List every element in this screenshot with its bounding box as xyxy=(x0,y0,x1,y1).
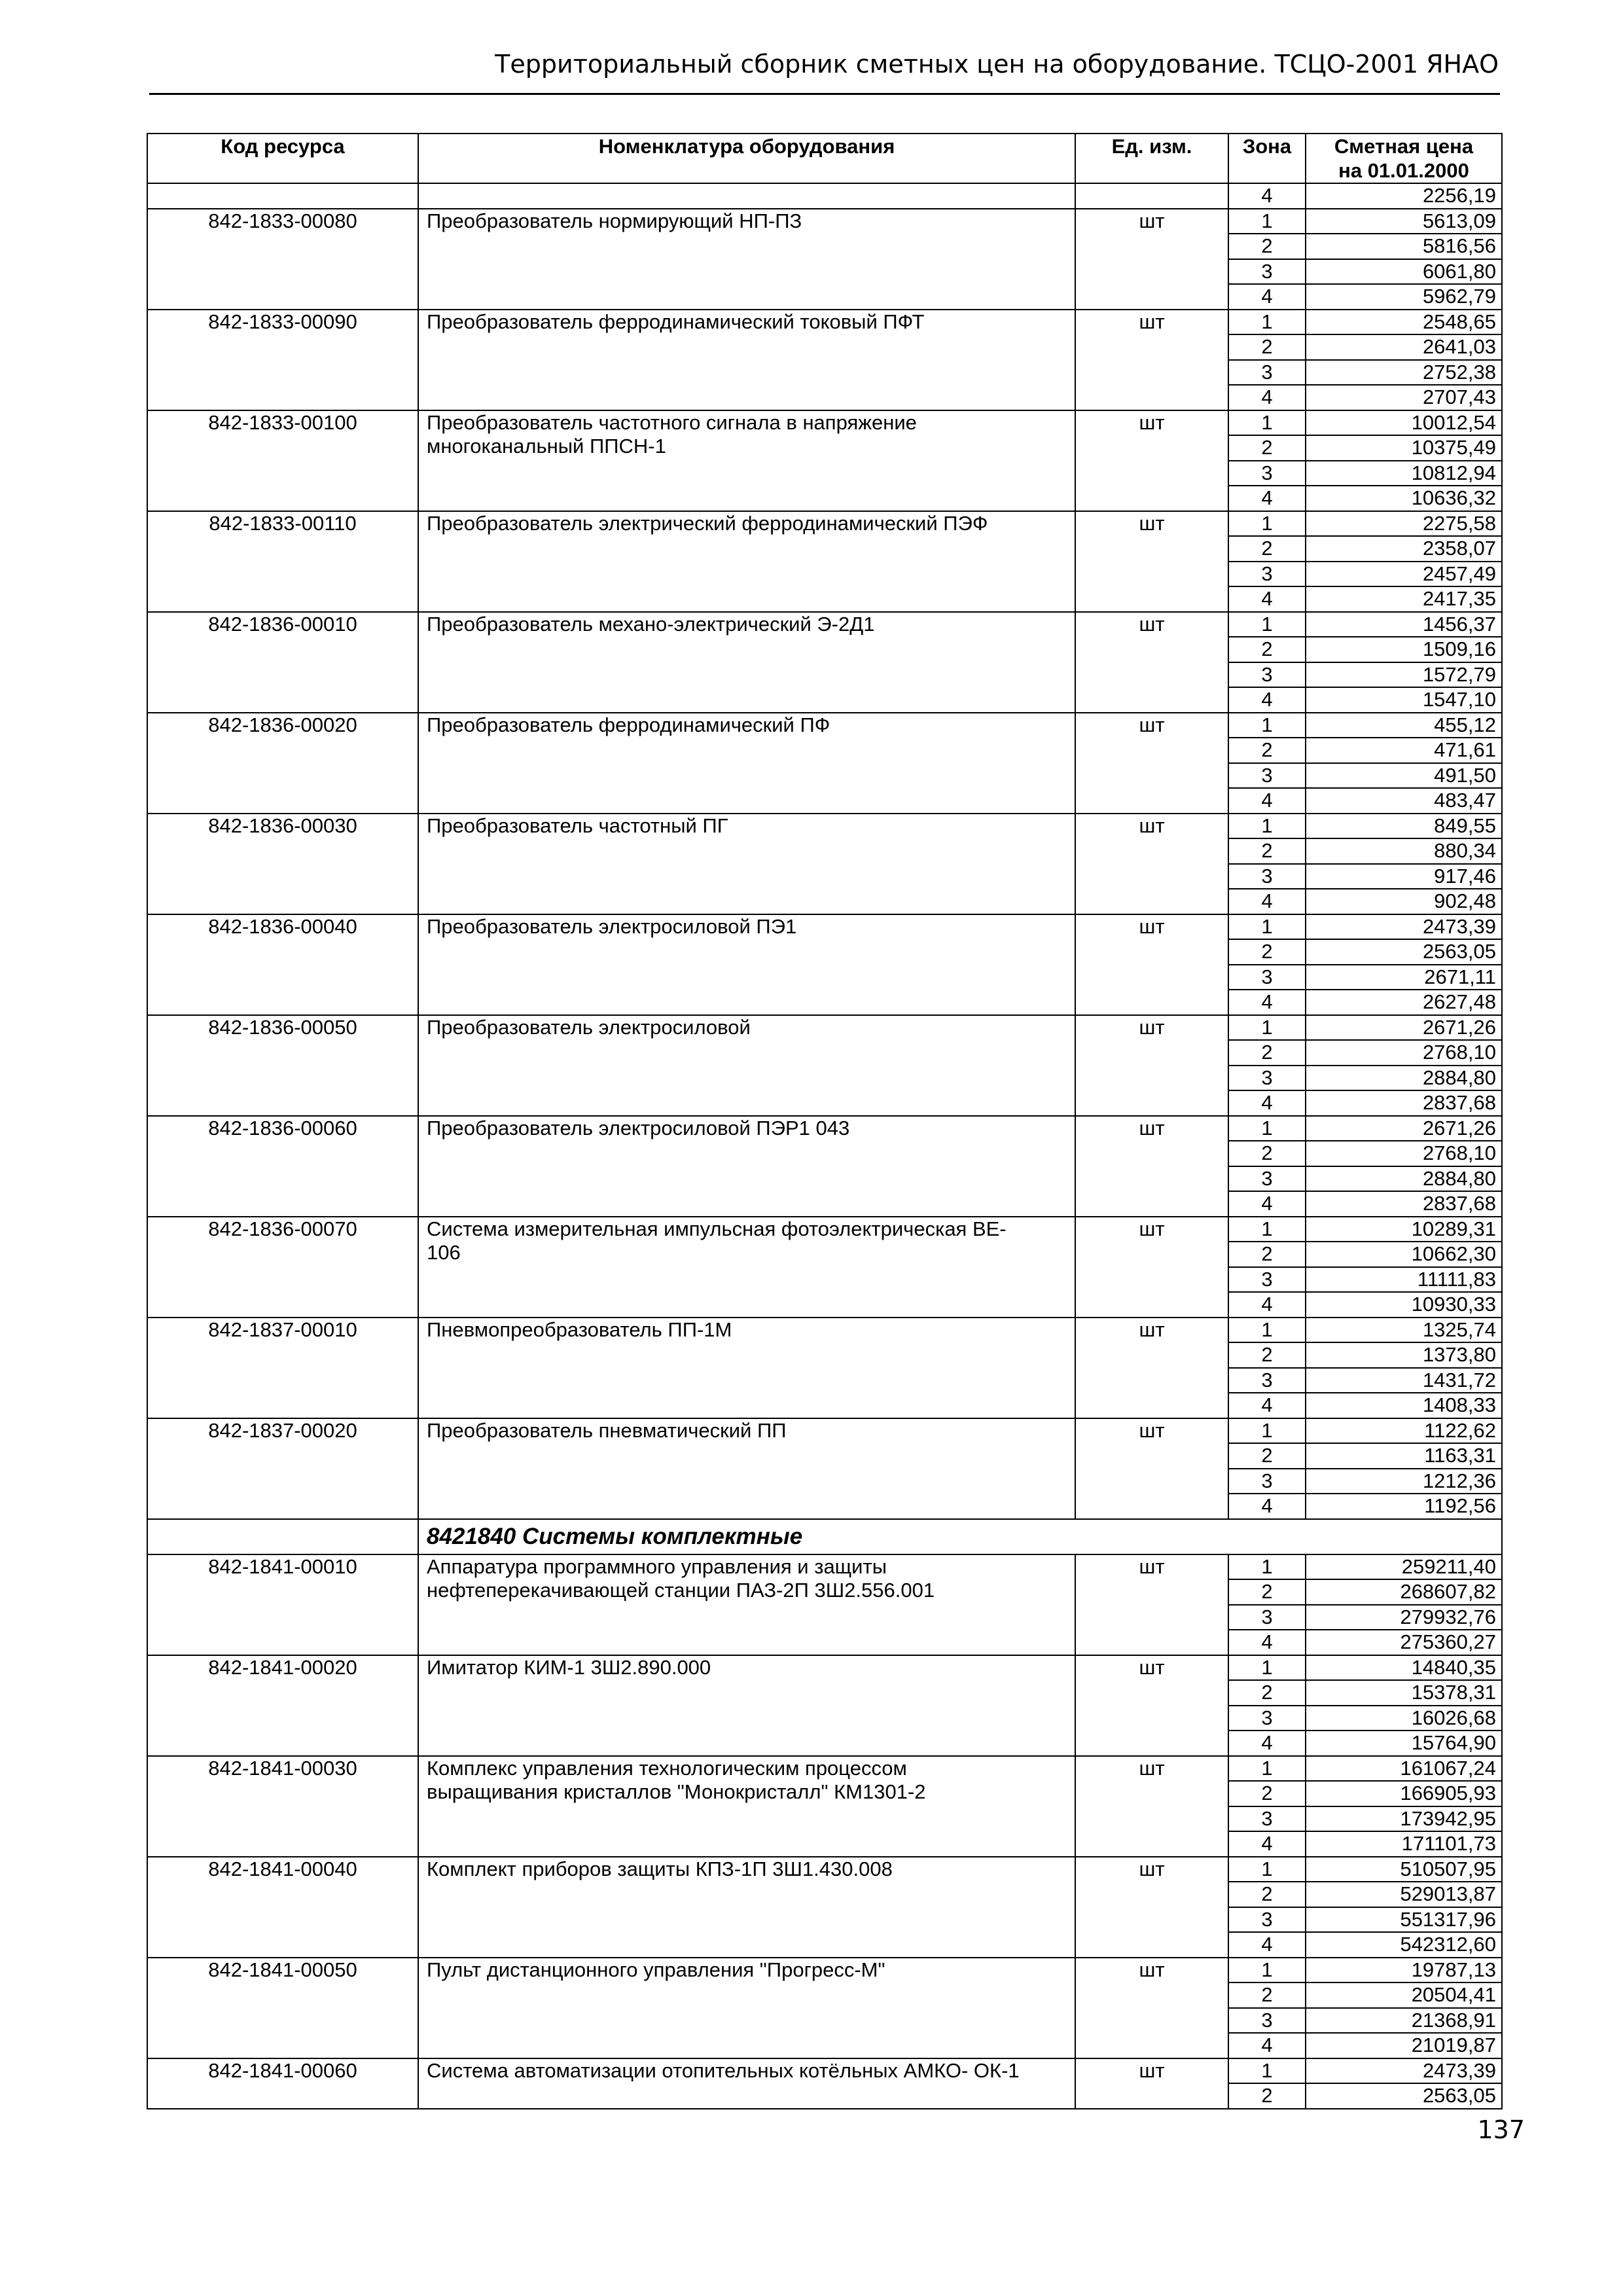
zone-cell: 1 xyxy=(1228,410,1306,436)
unit-cell: шт xyxy=(1075,1958,1228,2058)
zone-cell: 2 xyxy=(1228,838,1306,864)
zone-cell: 2 xyxy=(1228,1040,1306,1066)
zone-cell: 3 xyxy=(1228,1469,1306,1494)
table-row xyxy=(147,1958,1502,1983)
price-cell: 2563,05 xyxy=(1306,939,1502,965)
unit-cell: шт xyxy=(1075,814,1228,914)
resource-code: 842-1836-00070 xyxy=(147,1217,418,1318)
price-cell: 11111,83 xyxy=(1306,1267,1502,1293)
table-row xyxy=(147,310,1502,335)
equipment-name: Преобразователь механо-электрический Э-2Д1 xyxy=(418,612,1075,713)
zone-cell: 4 xyxy=(1228,1393,1306,1418)
price-cell: 483,47 xyxy=(1306,788,1502,814)
price-cell: 16026,68 xyxy=(1306,1706,1502,1731)
zone-cell: 1 xyxy=(1228,1756,1306,1782)
table-row xyxy=(147,1554,1502,1580)
column-header-price-line2: на 01.01.2000 xyxy=(1338,159,1469,182)
zone-cell: 3 xyxy=(1228,1907,1306,1933)
zone-cell: 4 xyxy=(1228,889,1306,914)
price-cell: 10375,49 xyxy=(1306,435,1502,461)
price-cell: 5962,79 xyxy=(1306,284,1502,310)
equipment-name: Преобразователь нормирующий НП-ПЗ xyxy=(418,209,1075,310)
zone-cell: 4 xyxy=(1228,1831,1306,1857)
resource-code: 842-1836-00050 xyxy=(147,1015,418,1116)
zone-cell: 1 xyxy=(1228,1655,1306,1681)
section-row xyxy=(147,1519,1502,1554)
zone-cell: 1 xyxy=(1228,713,1306,738)
resource-code: 842-1836-00020 xyxy=(147,713,418,814)
zone-cell: 1 xyxy=(1228,2058,1306,2084)
zone-cell: 1 xyxy=(1228,1116,1306,1141)
price-cell: 10636,32 xyxy=(1306,486,1502,511)
equipment-name xyxy=(418,1756,1075,1857)
zone-cell: 3 xyxy=(1228,562,1306,587)
price-cell: 5613,09 xyxy=(1306,209,1502,234)
zone-cell: 4 xyxy=(1228,687,1306,713)
zone-cell: 3 xyxy=(1228,1166,1306,1192)
zone-cell: 4 xyxy=(1228,284,1306,310)
price-cell: 2627,48 xyxy=(1306,990,1502,1015)
zone-cell: 3 xyxy=(1228,1066,1306,1091)
code-cell xyxy=(147,1519,418,1554)
price-cell: 2548,65 xyxy=(1306,310,1502,335)
table-header-row xyxy=(147,134,1502,183)
resource-code: 842-1836-00010 xyxy=(147,612,418,713)
price-cell: 542312,60 xyxy=(1306,1932,1502,1958)
zone-cell: 4 xyxy=(1228,1494,1306,1519)
price-table xyxy=(147,133,1503,2109)
price-cell: 1509,16 xyxy=(1306,637,1502,662)
unit-cell: шт xyxy=(1075,1318,1228,1418)
resource-code: 842-1836-00030 xyxy=(147,814,418,914)
table-row xyxy=(147,1217,1502,1242)
price-cell: 2473,39 xyxy=(1306,2058,1502,2084)
zone-cell: 4 xyxy=(1228,1630,1306,1655)
price-cell: 2671,26 xyxy=(1306,1116,1502,1141)
equipment-name: Имитатор КИМ-1 3Ш2.890.000 xyxy=(418,1655,1075,1756)
price-cell: 2671,11 xyxy=(1306,965,1502,990)
price-cell: 455,12 xyxy=(1306,713,1502,738)
price-cell: 902,48 xyxy=(1306,889,1502,914)
zone-cell: 1 xyxy=(1228,1857,1306,1882)
resource-code: 842-1841-00020 xyxy=(147,1655,418,1756)
zone-cell: 1 xyxy=(1228,612,1306,637)
unit-cell: шт xyxy=(1075,410,1228,511)
price-cell: 2837,68 xyxy=(1306,1090,1502,1116)
table-row xyxy=(147,1756,1502,1782)
price-cell: 2641,03 xyxy=(1306,334,1502,360)
zone-cell: 3 xyxy=(1228,763,1306,789)
price-cell: 2457,49 xyxy=(1306,562,1502,587)
unit-cell: шт xyxy=(1075,310,1228,410)
price-cell: 2671,26 xyxy=(1306,1015,1502,1041)
resource-code: 842-1841-00060 xyxy=(147,2058,418,2109)
equipment-name: Преобразователь частотный ПГ xyxy=(418,814,1075,914)
zone-cell: 4 xyxy=(1228,1191,1306,1217)
equipment-name: Преобразователь ферродинамический токовый ПФТ xyxy=(418,310,1075,410)
equipment-name-line: выращивания кристаллов "Монокристалл" КМ1301-2 xyxy=(427,1780,926,1803)
equipment-name: Преобразователь электросиловой xyxy=(418,1015,1075,1116)
column-header-unit: Ед. изм. xyxy=(1075,134,1228,183)
equipment-name: Преобразователь электрический ферродинамический ПЭФ xyxy=(418,511,1075,612)
zone-cell: 3 xyxy=(1228,2008,1306,2034)
zone-cell: 2 xyxy=(1228,234,1306,259)
zone-cell: 2 xyxy=(1228,536,1306,562)
unit-cell: шт xyxy=(1075,2058,1228,2109)
equipment-name: Пневмопреобразователь ПП-1М xyxy=(418,1318,1075,1418)
zone-cell: 1 xyxy=(1228,511,1306,537)
unit-cell: шт xyxy=(1075,612,1228,713)
price-cell: 1456,37 xyxy=(1306,612,1502,637)
price-cell: 15378,31 xyxy=(1306,1680,1502,1706)
unit-cell: шт xyxy=(1075,209,1228,310)
price-cell: 268607,82 xyxy=(1306,1579,1502,1605)
zone-cell: 2 xyxy=(1228,1882,1306,1907)
price-cell: 1122,62 xyxy=(1306,1418,1502,1444)
price-cell: 259211,40 xyxy=(1306,1554,1502,1580)
resource-code: 842-1841-00050 xyxy=(147,1958,418,2058)
resource-code: 842-1841-00030 xyxy=(147,1756,418,1857)
price-cell: 2473,39 xyxy=(1306,914,1502,940)
price-cell: 2884,80 xyxy=(1306,1166,1502,1192)
unit-cell xyxy=(1075,183,1228,209)
table-row xyxy=(147,1655,1502,1681)
zone-cell: 4 xyxy=(1228,1292,1306,1318)
equipment-name: Преобразователь электросиловой ПЭ1 xyxy=(418,914,1075,1015)
section-title: 8421840 Системы комплектные xyxy=(418,1519,1502,1554)
price-cell: 1572,79 xyxy=(1306,662,1502,688)
price-cell: 1163,31 xyxy=(1306,1443,1502,1469)
equipment-name-line: Система измерительная импульсная фотоэлектрическая ВЕ- xyxy=(427,1217,1007,1240)
price-cell: 471,61 xyxy=(1306,738,1502,763)
unit-cell: шт xyxy=(1075,1015,1228,1116)
zone-cell: 3 xyxy=(1228,965,1306,990)
price-cell: 880,34 xyxy=(1306,838,1502,864)
table-row xyxy=(147,1418,1502,1444)
zone-cell: 3 xyxy=(1228,1706,1306,1731)
zone-cell: 4 xyxy=(1228,990,1306,1015)
price-cell: 1192,56 xyxy=(1306,1494,1502,1519)
page-number: 137 xyxy=(1477,2115,1525,2144)
zone-cell: 2 xyxy=(1228,1579,1306,1605)
price-cell: 491,50 xyxy=(1306,763,1502,789)
price-cell: 510507,95 xyxy=(1306,1857,1502,1882)
price-cell: 279932,76 xyxy=(1306,1605,1502,1630)
table-row xyxy=(147,713,1502,738)
zone-cell: 2 xyxy=(1228,1781,1306,1806)
zone-cell: 4 xyxy=(1228,788,1306,814)
table-row xyxy=(147,814,1502,839)
price-cell: 20504,41 xyxy=(1306,1982,1502,2008)
table-row xyxy=(147,1116,1502,1141)
zone-cell: 3 xyxy=(1228,1368,1306,1393)
equipment-name xyxy=(418,1554,1075,1655)
resource-code: 842-1833-00090 xyxy=(147,310,418,410)
zone-cell: 1 xyxy=(1228,814,1306,839)
zone-cell: 4 xyxy=(1228,1090,1306,1116)
unit-cell: шт xyxy=(1075,1418,1228,1519)
price-cell: 166905,93 xyxy=(1306,1781,1502,1806)
equipment-name-line: Аппаратура программного управления и защиты xyxy=(427,1554,887,1578)
resource-code: 842-1836-00060 xyxy=(147,1116,418,1217)
price-cell: 10012,54 xyxy=(1306,410,1502,436)
equipment-name-line: многоканальный ППСН-1 xyxy=(427,435,666,457)
price-cell: 21019,87 xyxy=(1306,2033,1502,2058)
zone-cell: 2 xyxy=(1228,1141,1306,1166)
zone-cell: 2 xyxy=(1228,1443,1306,1469)
price-cell: 2752,38 xyxy=(1306,360,1502,386)
zone-cell: 1 xyxy=(1228,1015,1306,1041)
table-row-carryover xyxy=(147,183,1502,209)
zone-cell: 4 xyxy=(1228,1932,1306,1958)
price-cell: 2275,58 xyxy=(1306,511,1502,537)
zone-cell: 3 xyxy=(1228,360,1306,386)
price-cell: 10662,30 xyxy=(1306,1242,1502,1267)
price-cell: 10930,33 xyxy=(1306,1292,1502,1318)
zone-cell: 2 xyxy=(1228,1680,1306,1706)
price-cell: 19787,13 xyxy=(1306,1958,1502,1983)
code-cell xyxy=(147,183,418,209)
price-cell: 10812,94 xyxy=(1306,461,1502,486)
column-header-price-line1: Сметная цена xyxy=(1334,135,1474,158)
unit-cell: шт xyxy=(1075,713,1228,814)
unit-cell: шт xyxy=(1075,914,1228,1015)
equipment-name: Система автоматизации отопительных котёльных АМКО- ОК-1 xyxy=(418,2058,1075,2109)
price-cell: 14840,35 xyxy=(1306,1655,1502,1681)
zone-cell: 3 xyxy=(1228,1267,1306,1293)
zone-cell: 1 xyxy=(1228,1418,1306,1444)
page-header xyxy=(149,46,1500,95)
unit-cell: шт xyxy=(1075,1554,1228,1655)
table-body xyxy=(147,183,1502,2109)
price-cell: 161067,24 xyxy=(1306,1756,1502,1782)
zone-cell: 3 xyxy=(1228,259,1306,285)
column-header-zone: Зона xyxy=(1228,134,1306,183)
table-row xyxy=(147,1318,1502,1343)
equipment-name-line: Комплекс управления технологическим процессом xyxy=(427,1756,907,1780)
unit-cell: шт xyxy=(1075,1116,1228,1217)
zone-cell: 1 xyxy=(1228,1958,1306,1983)
zone-cell: 3 xyxy=(1228,662,1306,688)
price-cell: 551317,96 xyxy=(1306,1907,1502,1933)
resource-code: 842-1833-00110 xyxy=(147,511,418,612)
price-cell: 1431,72 xyxy=(1306,1368,1502,1393)
resource-code: 842-1833-00080 xyxy=(147,209,418,310)
unit-cell: шт xyxy=(1075,1655,1228,1756)
zone-cell: 2 xyxy=(1228,637,1306,662)
table-row xyxy=(147,914,1502,940)
unit-cell: шт xyxy=(1075,1217,1228,1318)
zone-cell: 4 xyxy=(1228,183,1306,209)
zone-cell: 2 xyxy=(1228,435,1306,461)
resource-code: 842-1837-00020 xyxy=(147,1418,418,1519)
price-cell: 2417,35 xyxy=(1306,586,1502,612)
zone-cell: 1 xyxy=(1228,1554,1306,1580)
unit-cell: шт xyxy=(1075,511,1228,612)
equipment-name: Пульт дистанционного управления "Прогресс-М" xyxy=(418,1958,1075,2058)
zone-cell: 2 xyxy=(1228,1242,1306,1267)
zone-cell: 3 xyxy=(1228,864,1306,889)
name-cell xyxy=(418,183,1075,209)
price-cell: 171101,73 xyxy=(1306,1831,1502,1857)
price-cell: 1547,10 xyxy=(1306,687,1502,713)
price-cell: 1212,36 xyxy=(1306,1469,1502,1494)
table-row xyxy=(147,2058,1502,2084)
zone-cell: 1 xyxy=(1228,1318,1306,1343)
price-cell: 529013,87 xyxy=(1306,1882,1502,1907)
zone-cell: 4 xyxy=(1228,586,1306,612)
price-cell: 275360,27 xyxy=(1306,1630,1502,1655)
zone-cell: 1 xyxy=(1228,209,1306,234)
zone-cell: 1 xyxy=(1228,914,1306,940)
unit-cell: шт xyxy=(1075,1857,1228,1958)
price-cell: 2358,07 xyxy=(1306,536,1502,562)
zone-cell: 4 xyxy=(1228,2033,1306,2058)
price-cell: 2707,43 xyxy=(1306,385,1502,410)
price-cell: 21368,91 xyxy=(1306,2008,1502,2034)
price-cell: 2768,10 xyxy=(1306,1141,1502,1166)
equipment-name: Преобразователь электросиловой ПЭР1 043 xyxy=(418,1116,1075,1217)
table-row xyxy=(147,1857,1502,1882)
zone-cell: 2 xyxy=(1228,1982,1306,2008)
zone-cell: 2 xyxy=(1228,1342,1306,1368)
zone-cell: 2 xyxy=(1228,738,1306,763)
table-row xyxy=(147,209,1502,234)
equipment-name-line: нефтеперекачивающей станции ПАЗ-2П 3Ш2.556.001 xyxy=(427,1579,935,1602)
equipment-name-line: 106 xyxy=(427,1241,461,1264)
equipment-name: Преобразователь пневматический ПП xyxy=(418,1418,1075,1519)
column-header-price xyxy=(1306,134,1502,183)
unit-cell: шт xyxy=(1075,1756,1228,1857)
column-header-code: Код ресурса xyxy=(147,134,418,183)
price-cell: 15764,90 xyxy=(1306,1731,1502,1756)
zone-cell: 1 xyxy=(1228,1217,1306,1242)
price-cell: 2256,19 xyxy=(1306,183,1502,209)
equipment-name: Комплект приборов защиты КПЗ-1П 3Ш1.430.008 xyxy=(418,1857,1075,1958)
zone-cell: 4 xyxy=(1228,1731,1306,1756)
equipment-name xyxy=(418,1217,1075,1318)
zone-cell: 4 xyxy=(1228,486,1306,511)
zone-cell: 3 xyxy=(1228,1806,1306,1832)
document-title: Территориальный сборник сметных цен на оборудование. ТСЦО-2001 ЯНАО xyxy=(495,50,1499,79)
zone-cell: 4 xyxy=(1228,385,1306,410)
price-cell: 173942,95 xyxy=(1306,1806,1502,1832)
table-row xyxy=(147,410,1502,436)
equipment-name-line: Преобразователь частотного сигнала в напряжение xyxy=(427,410,917,434)
equipment-name xyxy=(418,410,1075,511)
price-cell: 2837,68 xyxy=(1306,1191,1502,1217)
equipment-name: Преобразователь ферродинамический ПФ xyxy=(418,713,1075,814)
table-row xyxy=(147,511,1502,537)
column-header-name: Номенклатура оборудования xyxy=(418,134,1075,183)
price-cell: 1325,74 xyxy=(1306,1318,1502,1343)
price-cell: 6061,80 xyxy=(1306,259,1502,285)
price-cell: 1408,33 xyxy=(1306,1393,1502,1418)
zone-cell: 2 xyxy=(1228,939,1306,965)
table-row xyxy=(147,612,1502,637)
zone-cell: 2 xyxy=(1228,334,1306,360)
zone-cell: 3 xyxy=(1228,461,1306,486)
price-cell: 1373,80 xyxy=(1306,1342,1502,1368)
zone-cell: 2 xyxy=(1228,2083,1306,2109)
table-row xyxy=(147,1015,1502,1041)
zone-cell: 1 xyxy=(1228,310,1306,335)
price-cell: 10289,31 xyxy=(1306,1217,1502,1242)
zone-cell: 3 xyxy=(1228,1605,1306,1630)
resource-code: 842-1836-00040 xyxy=(147,914,418,1015)
price-cell: 5816,56 xyxy=(1306,234,1502,259)
price-cell: 849,55 xyxy=(1306,814,1502,839)
price-cell: 2884,80 xyxy=(1306,1066,1502,1091)
resource-code: 842-1841-00010 xyxy=(147,1554,418,1655)
resource-code: 842-1837-00010 xyxy=(147,1318,418,1418)
price-cell: 2563,05 xyxy=(1306,2083,1502,2109)
resource-code: 842-1833-00100 xyxy=(147,410,418,511)
resource-code: 842-1841-00040 xyxy=(147,1857,418,1958)
price-cell: 2768,10 xyxy=(1306,1040,1502,1066)
price-cell: 917,46 xyxy=(1306,864,1502,889)
